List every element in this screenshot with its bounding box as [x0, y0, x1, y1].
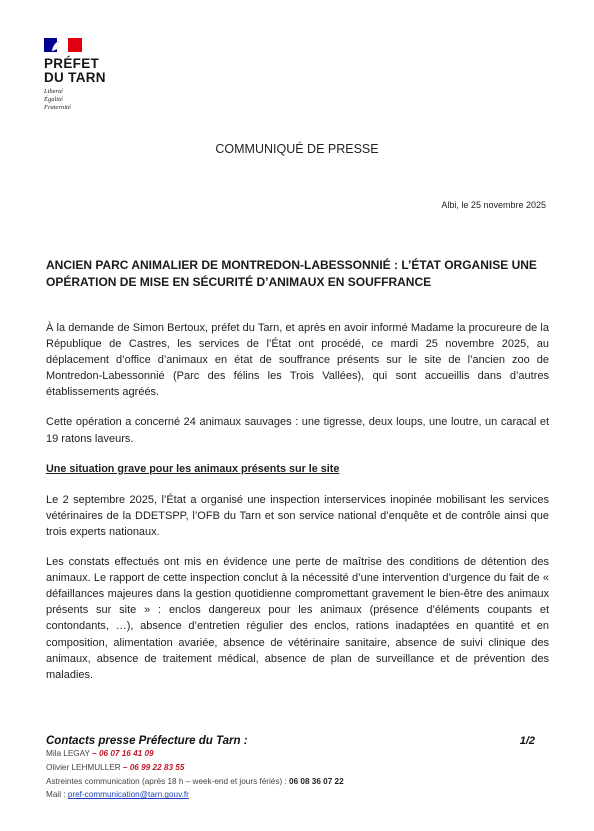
contact-1-name: Mila LEGAY — [46, 749, 90, 758]
paragraph-4: Les constats effectués ont mis en évidence une perte de maîtrise des conditions de détention des animaux. Le rapport de cette inspection conclut à la nécessité d’une intervention d’urgence du fait de « défaillances majeures dans la gestion quotidienne compromettant gravement le bien-être des animaux présents sur site » : enclos dangereux pour les animaux (présence d’éléments coupants et contondants, …), absence d’entretien régulier des enclos, rations inadaptées en quantité et en composition, alimentation avariée, absence de vétérinaire sanitaire, absence de suivi clinique des animaux, absence de traitement médical, absence de plan de surveillance et de prévention des maladies. — [46, 556, 549, 681]
press-release-body — [46, 320, 549, 697]
logo-title — [44, 57, 124, 85]
contact-2-name: Olivier LEHMULLER — [46, 762, 121, 772]
motto-liberte: Liberté — [44, 88, 63, 95]
contacts-title: Contacts presse Préfecture du Tarn : — [46, 735, 248, 747]
paragraph-1: À la demande de Simon Bertoux, préfet du Tarn, et après en avoir informé Madame la procureure de la République de Castres, les services de l’État ont procédé, ce mardi 25 novembre 2025, au déplacement d’office d’animaux en état de souffrance présents sur le site de l’ancien zoo de Montredon-Labessonnié (Parc des félins les Trois Vallées), qui sont accueillis dans d’autres établissements agréés. — [46, 322, 549, 399]
contact-1-phone[interactable]: 06 07 16 41 09 — [98, 749, 154, 758]
astreinte-contact — [46, 775, 551, 789]
republic-motto — [44, 88, 124, 112]
prefecture-logo — [44, 38, 124, 112]
contact-2: Olivier LEHMULLER – 06 99 22 83 55 — [46, 762, 185, 772]
mail-link[interactable]: pref-communication@tarn.gouv.fr — [67, 790, 189, 800]
press-contacts-footer — [46, 735, 551, 802]
page-number: 1/2 — [519, 735, 535, 747]
contact-2-phone[interactable]: 06 99 22 83 55 — [129, 762, 185, 772]
contact-1: Mila LEGAY – 06 07 16 41 09 — [46, 749, 154, 758]
marianne-flag-icon — [44, 38, 82, 52]
astreinte-phone[interactable]: 06 08 36 07 22 — [289, 776, 344, 786]
logo-title-line2: DU TARN — [44, 70, 106, 85]
paragraph-3: Le 2 septembre 2025, l’État a organisé une inspection interservices inopinée mobilisant les services vétérinaires de la DDETSPP, l’OFB du Tarn et son service national d’enquête et de contrôle ainsi que trois experts nationaux. — [46, 493, 549, 538]
motto-egalite: Égalité — [44, 96, 63, 103]
mail-label: Mail : — [46, 790, 66, 800]
logo-title-line1: PRÉFET — [44, 56, 100, 71]
astreinte-label: Astreintes communication (après 18 h – week-end et jours fériés) : — [46, 776, 287, 786]
section-heading: Une situation grave pour les animaux présents sur le site — [46, 462, 340, 475]
place-date: Albi, le 25 novembre 2025 — [441, 200, 546, 210]
mail-contact — [46, 788, 551, 802]
motto-fraternite: Fraternité — [44, 104, 71, 111]
document-type: COMMUNIQUÉ DE PRESSE — [215, 142, 379, 156]
paragraph-2: Cette opération a concerné 24 animaux sauvages : une tigresse, deux loups, une loutre, un caracal et 19 ratons laveurs. — [46, 416, 549, 445]
press-release-headline: ANCIEN PARC ANIMALIER DE MONTREDON-LABESSONNIÉ : L’ÉTAT ORGANISE UNE OPÉRATION DE MISE EN SÉCURITÉ D’ANIMAUX EN SOUFFRANCE — [46, 258, 537, 289]
